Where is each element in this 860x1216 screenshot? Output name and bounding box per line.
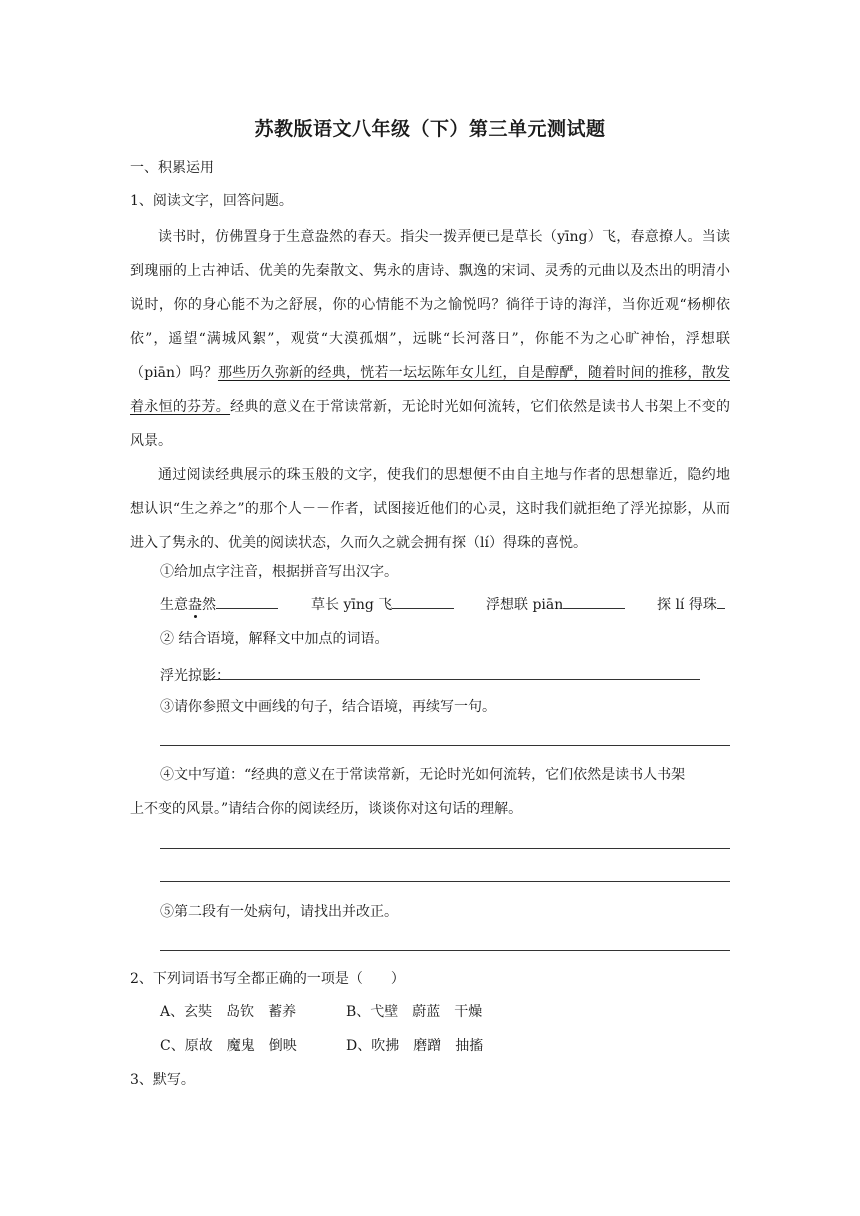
passage-paragraph-2: 通过阅读经典展示的珠玉般的文字，使我们的思想便不由自主地与作者的思想靠近，隐约地想认识“生之养之”的那个人－－作者，试图接近他们的心灵，这时我们就拒绝了浮光掠影，从而进入了隽永的、优美的阅读状态，久而久之就会拥有探（lí）得珠的喜悦。 xyxy=(130,467,730,551)
fill-item-3: 浮想联 piān xyxy=(486,594,625,615)
passage-paragraph-1 xyxy=(130,220,730,458)
option-d[interactable]: D、吹拂 磨蹭 抽搐 xyxy=(346,1038,484,1054)
answer-line[interactable] xyxy=(160,881,730,882)
answer-blank[interactable] xyxy=(392,594,454,609)
section-heading: 一、积累运用 xyxy=(130,160,214,176)
fill-item-2: 草长 yīng 飞 xyxy=(311,594,454,615)
option-a[interactable]: A、玄奘 岛钦 蓄养 xyxy=(160,1004,297,1020)
definition-label: 浮光掠影： xyxy=(160,668,230,684)
question-3: 3、默写。 xyxy=(130,1072,195,1088)
answer-line[interactable] xyxy=(204,679,700,680)
question-2: 2、下列词语书写全都正确的一项是（ ） xyxy=(130,971,405,987)
answer-blank[interactable] xyxy=(563,594,625,609)
fill-item-1: 生意盎然 xyxy=(160,594,278,615)
answer-blank[interactable] xyxy=(216,594,278,609)
page-title: 苏教版语文八年级（下）第三单元测试题 xyxy=(254,118,606,140)
question-1-intro: 1、阅读文字，回答问题。 xyxy=(130,193,293,209)
dotted-char: 盎 xyxy=(188,597,202,613)
sub-question-5: ⑤第二段有一处病句，请找出并改正。 xyxy=(160,904,398,920)
sub-question-1: ①给加点字注音，根据拼音写出汉字。 xyxy=(160,564,398,580)
document-page xyxy=(130,0,730,1216)
answer-line[interactable] xyxy=(160,848,730,849)
option-c[interactable]: C、原故 魔鬼 倒映 xyxy=(160,1038,297,1054)
answer-line[interactable] xyxy=(160,950,730,951)
passage-text: 读书时，仿佛置身于生意盎然的春天。指尖一拨弄便已是草长（yīng）飞，春意撩人。当读到瑰丽的上古神话、优美的先秦散文、隽永的唐诗、飘逸的宋词、灵秀的元曲以及杰出的明清小说时，你的身心能不为之舒展，你的心情能不为之愉悦吗？徜徉于诗的海洋，当你近观“杨柳依依”，遥望“满城风絮”，观赏“大漠孤烟”，远眺“长河落日”，你能不为之心旷神怡，浮想联（piān）吗？ xyxy=(130,229,730,381)
answer-blank[interactable] xyxy=(717,594,725,609)
sub-question-2: ② 结合语境，解释文中加点的词语。 xyxy=(160,631,389,647)
sub-question-4-line1: ④文中写道：“经典的意义在于常读常新，无论时光如何流转，它们依然是读书人书架 xyxy=(160,767,686,783)
passage-text: 经典的意义在于常读常新，无论时光如何流转，它们依然是读书人书架上不变的风景。 xyxy=(130,399,731,449)
answer-line[interactable] xyxy=(160,745,730,746)
option-b[interactable]: B、弋壁 蔚蓝 干燥 xyxy=(346,1004,483,1020)
sub-question-3: ③请你参照文中画线的句子，结合语境，再续写一句。 xyxy=(160,699,496,715)
underlined-sentence: 那些历久弥新的经典，恍若一坛坛陈年女儿红，自是醇酽，随着时间的推移，散发着永恒的芬芳。 xyxy=(130,365,730,415)
fill-item-4: 探 lí 得珠 xyxy=(657,594,725,615)
sub-question-4-line2: 上不变的风景。”请结合你的阅读经历，谈谈你对这句话的理解。 xyxy=(130,801,523,817)
